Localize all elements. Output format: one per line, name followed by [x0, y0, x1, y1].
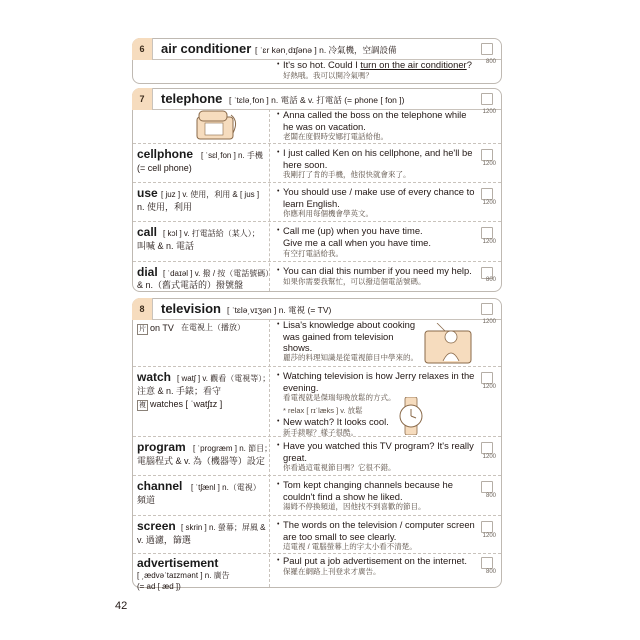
plural: 複 watches [ ˈwatʃɪz ] [139, 399, 223, 409]
translation: 這電視 / 電腦螢幕上的字太小看不清楚。 [283, 542, 417, 551]
example-sentence: Tom kept changing channels because he couldn't find a show he liked. [283, 479, 453, 502]
bullet: • [277, 442, 280, 449]
checkbox[interactable] [481, 149, 493, 161]
example-sentence: It's so hot. Could I turn on the air conditioner? [283, 59, 472, 70]
phonetic: [ juz ] v. 使用，利用 & [ jus ] [161, 190, 260, 199]
entry-row [133, 515, 501, 516]
bullet: • [277, 111, 280, 118]
column-divider [269, 109, 270, 291]
entry-card-8 [132, 298, 502, 591]
translation: 看電視就是傑瑞每晚放鬆的方式。 [283, 393, 396, 402]
level-number: 1200 [482, 319, 496, 325]
example-sentence: You should use / make use of every chance to learn English. [283, 186, 475, 209]
telephone-illustration [193, 107, 241, 143]
example-sentence: Call me (up) when you have time. [283, 225, 423, 236]
example-sentence: Lisa's knowledge about cooking was gained from television shows. [283, 319, 416, 353]
vocab-note: * relax [ rɪˈlæks ] v. 放鬆 [283, 406, 363, 415]
entry-row [133, 261, 501, 262]
headword: telephone [161, 91, 223, 106]
bullet: • [277, 557, 280, 564]
checkbox[interactable] [481, 372, 493, 384]
headword: television [161, 301, 221, 316]
page-number: 42 [115, 600, 128, 612]
checkbox[interactable] [481, 93, 493, 105]
watch-illustration [391, 397, 431, 435]
phonetic: [ kɔl ] v. 打電話給（某人）； [163, 229, 260, 238]
translation: 保羅在網路上刊登求才廣告。 [283, 567, 381, 576]
phonetic: [ ˈprogræm ] n. 節目； [193, 444, 273, 453]
level-number: 800 [485, 277, 496, 283]
definition-2: 頻道 [137, 495, 156, 505]
entry-row [133, 366, 501, 367]
translation: 好熱哦。我可以開冷氣嗎？ [283, 71, 373, 80]
alt-form: (= ad [ æd ]) [137, 582, 181, 591]
definition-2: 電腦程式 & v. 為（機器等）設定 [137, 456, 265, 466]
definition-2: 叫喊 & n. 電話 [137, 241, 195, 251]
headword: dial [137, 265, 158, 279]
translation: 我剛打了肯的手機，他很快就會來了。 [283, 170, 411, 179]
entry-card-6 [132, 38, 502, 84]
example-sentence: Give me a call when you have time. [283, 237, 431, 248]
level-number: 1200 [482, 200, 496, 206]
entry-row [133, 475, 501, 476]
checkbox[interactable] [481, 442, 493, 454]
phonetic: [ ˈdaɪəl ] v. 撥 / 按（電話號碼） [163, 269, 274, 278]
checkbox[interactable] [481, 521, 493, 533]
entry-row [133, 221, 501, 222]
translation: 老闆在度假時安娜打電話給他。 [283, 132, 388, 141]
entry-row [133, 143, 501, 144]
bullet: • [277, 267, 280, 274]
section-number: 7 [132, 88, 153, 110]
plural-tag: 複 [139, 402, 146, 409]
example-sentence: The words on the television / computer screen are too small to see clearly. [283, 519, 475, 542]
phrase: 片 on TV [139, 323, 174, 333]
phrase-definition: 在電視上（播放） [181, 323, 245, 332]
checkbox[interactable] [481, 43, 493, 55]
translation: 新手錶喔？樣子很酷。 [283, 428, 358, 437]
bullet: • [277, 321, 280, 328]
phonetic: [ ˈtʃænl ] n.（電視） [191, 483, 261, 492]
definition-2: 注意 & n. 手錶；看守 [137, 386, 222, 396]
phonetic: [ ͵ædvəˈtaɪzmənt ] n. 廣告 [137, 571, 230, 580]
checkbox[interactable] [481, 557, 493, 569]
level-number: 1200 [482, 384, 496, 390]
level-number: 1200 [482, 454, 496, 460]
phonetic: [ ˈɛr kən͵dɪʃənə ] n. 冷氣機，空調設備 [255, 45, 397, 55]
entry-row [133, 436, 501, 437]
headword: screen [137, 519, 176, 533]
entry-card-7 [132, 88, 502, 292]
headword: advertisement [137, 556, 219, 570]
level-number: 1200 [482, 239, 496, 245]
definition-2: & n.（舊式電話的）撥號盤 [137, 280, 244, 290]
bullet: • [277, 418, 280, 425]
example-sentence: You can dial this number if you need my help. [283, 265, 472, 276]
checkbox[interactable] [481, 481, 493, 493]
section-number: 6 [132, 38, 153, 60]
example-sentence: I just called Ken on his cellphone, and he'll be here soon. [283, 147, 473, 170]
level-number: 800 [485, 569, 496, 575]
checkbox[interactable] [481, 227, 493, 239]
phonetic: [ watʃ ] v. 觀看（電視等）； [177, 374, 271, 383]
translation: 你看過這電視節目嗎？它很不錯。 [283, 463, 396, 472]
translation: 你應利用每個機會學英文。 [283, 209, 373, 218]
headword: watch [137, 370, 172, 384]
bullet: • [277, 521, 280, 528]
phrase-tag: 片 [139, 326, 146, 333]
level-number: 1200 [482, 161, 496, 167]
definition-2: n. 使用，利用 [137, 202, 193, 212]
translation: 如果你需要我幫忙，可以撥這個電話號碼。 [283, 277, 426, 286]
example-sentence: Anna called the boss on the telephone while he was on vacation. [283, 109, 467, 132]
checkbox[interactable] [481, 303, 493, 315]
level-number: 1200 [482, 109, 496, 115]
level-number: 1200 [482, 533, 496, 539]
headword: use [137, 186, 158, 200]
definition-2: v. 過濾，篩選 [137, 535, 191, 545]
checkbox[interactable] [481, 188, 493, 200]
bullet: • [277, 188, 280, 195]
bullet: • [277, 372, 280, 379]
translation: 湯姆不停換頻道，因他找不到喜歡的節目。 [283, 502, 426, 511]
translation: 麗莎的料理知識是從電視節目中學來的。 [283, 353, 418, 362]
bullet: • [277, 227, 280, 234]
bullet: • [277, 481, 280, 488]
level-number: 800 [485, 493, 496, 499]
entry-row [133, 553, 501, 554]
headword: channel [137, 479, 183, 493]
example-sentence: Paul put a job advertisement on the internet. [283, 555, 467, 566]
bullet: • [277, 149, 280, 156]
level-number: 800 [485, 59, 496, 65]
headword: call [137, 225, 158, 239]
phonetic: [ ˈtɛlə͵vɪʒən ] n. 電視 (= TV) [227, 305, 332, 315]
translation: 有空打電話給我。 [283, 249, 343, 258]
entry-row [133, 182, 501, 183]
headword: program [137, 440, 186, 454]
headword: air conditioner [161, 41, 252, 56]
section-number: 8 [132, 298, 153, 320]
alt-form: (= cell phone) [137, 163, 192, 173]
example-sentence: Have you watched this TV program? It's really great. [283, 440, 474, 463]
phonetic: [ ˈsɛl͵fon ] n. 手機 [201, 151, 263, 160]
example-sentence: New watch? It looks cool. [283, 416, 389, 427]
phonetic: [ skrin ] n. 螢幕；屏風 & [181, 523, 266, 532]
bullet: • [277, 61, 280, 68]
headword: cellphone [137, 147, 194, 161]
phonetic: [ ˈtɛlə͵fon ] n. 電話 & v. 打電話 (= phone [ fon ]) [229, 95, 405, 105]
television-illustration [423, 323, 489, 369]
example-sentence: Watching television is how Jerry relaxes in the evening. [283, 370, 475, 393]
